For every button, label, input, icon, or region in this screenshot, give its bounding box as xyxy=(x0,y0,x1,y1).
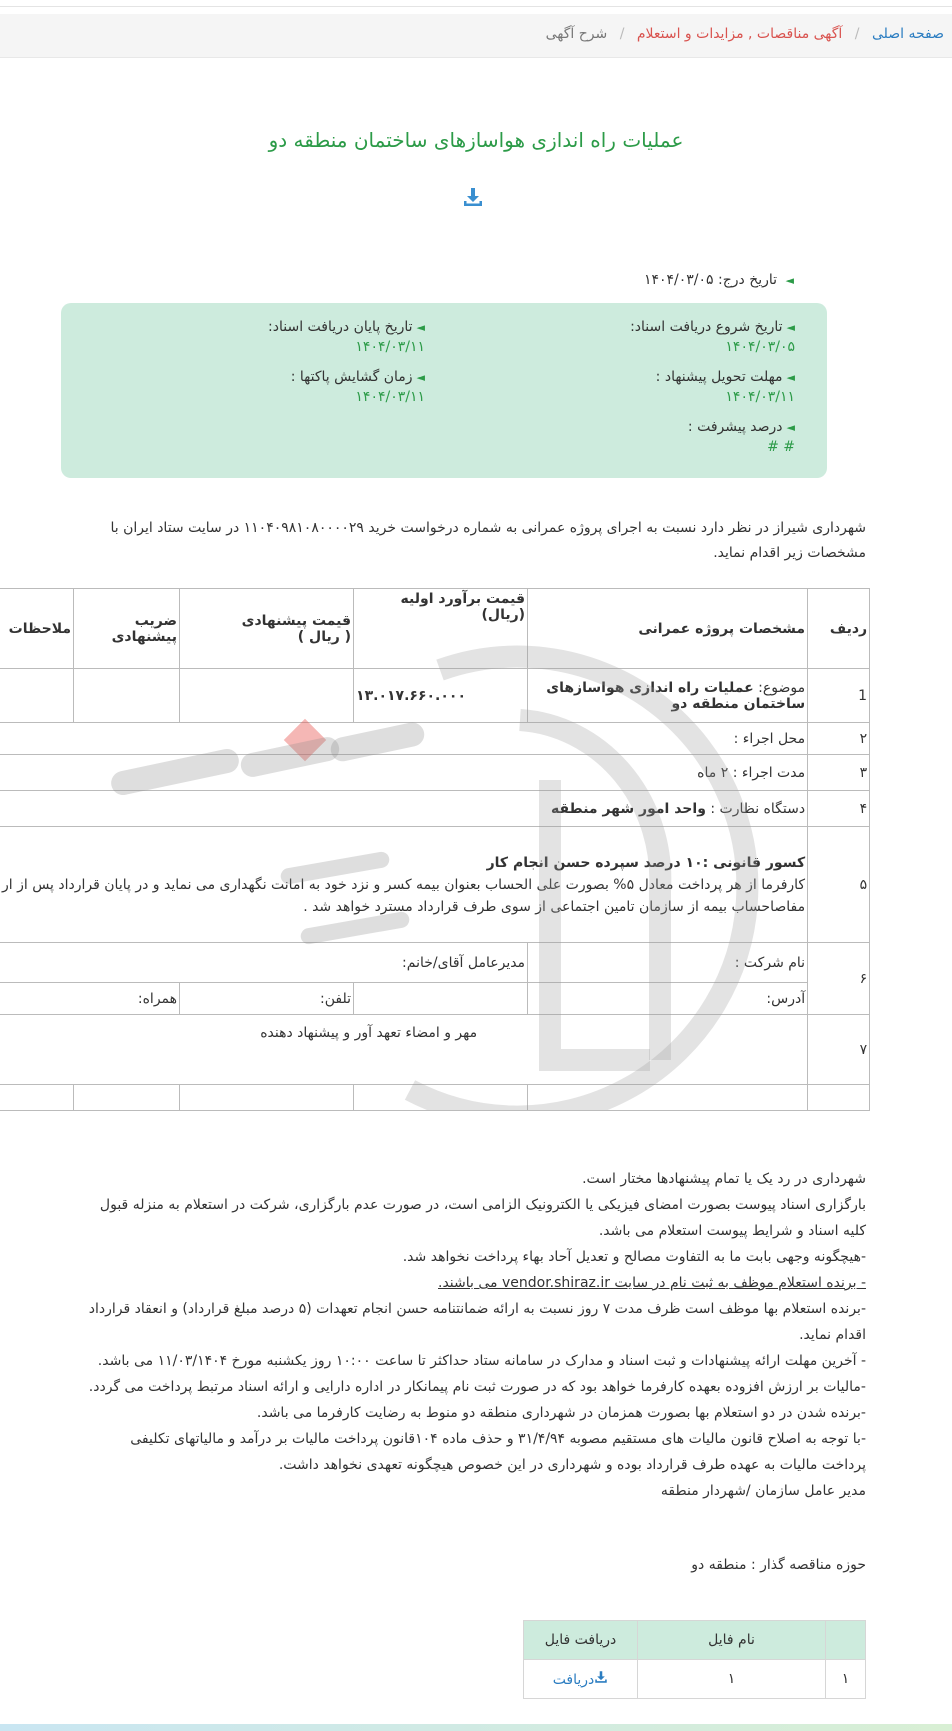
deductions-line: کارفرما از هر پرداخت معادل ۵% بصورت علی الحساب بعنوان بیمه کسر و نزد خود به امانت نگهداری می نماید و در پایان قرارداد پس از ار xyxy=(2,876,806,893)
file-download-label: دریافت xyxy=(552,1672,595,1688)
deductions-line: مفاصاحساب بیمه از سازمان تامین اجتماعی از سوی طرف قرارداد مسترد خواهد شد . xyxy=(303,898,806,915)
signature-cell: مهر و امضاء تعهد آور و پیشنهاد دهنده xyxy=(0,1015,808,1085)
phone-cell: تلفن: xyxy=(180,983,354,1015)
breadcrumb-separator: / xyxy=(854,26,860,42)
progress-label: درصد پیشرفت : xyxy=(687,419,783,435)
start-date-value: ۱۴۰۴/۰۳/۰۵ xyxy=(725,339,795,355)
table-header-row xyxy=(0,589,870,669)
row-duration: مدت اجراء : ۲ ماه xyxy=(0,755,808,791)
triangle-bullet-icon: ◄ xyxy=(786,371,795,384)
download-icon xyxy=(594,1670,608,1684)
triangle-bullet-icon: ◄ xyxy=(416,321,425,334)
table-row xyxy=(0,827,870,943)
file-name: ۱ xyxy=(638,1660,826,1699)
progress-value: # # xyxy=(767,439,795,455)
triangle-bullet-icon: ◄ xyxy=(786,421,795,434)
row-estimate-price: ۱۳.۰۱۷.۶۶۰.۰۰۰ xyxy=(354,669,528,723)
company-name-cell: نام شرکت : xyxy=(528,943,808,983)
empty-cell xyxy=(354,1085,528,1111)
address-cell: آدرس: xyxy=(528,983,808,1015)
subject-value: عملیات راه اندازی هواسازهای ساختمان منطقه دو xyxy=(546,679,806,712)
table-row xyxy=(0,755,870,791)
empty-cell xyxy=(808,1085,870,1111)
files-header-name: نام فایل xyxy=(638,1621,826,1660)
info-box xyxy=(61,303,827,478)
download-icon[interactable] xyxy=(462,186,484,208)
manager-cell: مدیرعامل آقای/خانم: xyxy=(0,943,528,983)
triangle-bullet-icon: ◄ xyxy=(786,321,795,334)
row-number: ۲ xyxy=(808,723,870,755)
deadline-label: مهلت تحویل پیشنهاد : xyxy=(655,369,783,385)
row-number: ۶ xyxy=(808,943,870,1015)
note-line-vendor-link[interactable]: - برنده استعلام موظف به ثبت نام در سایت vendor.shiraz.ir می باشند. xyxy=(438,1275,866,1291)
row-location: محل اجراء : xyxy=(0,723,808,755)
breadcrumb-category-link[interactable]: آگهی مناقصات , مزایدات و استعلام xyxy=(636,26,843,42)
empty-cell xyxy=(180,1085,354,1111)
header-spec: مشخصات پروژه عمرانی xyxy=(528,589,808,669)
files-header-num xyxy=(826,1621,866,1660)
header-estimate: قیمت برآورد اولیه (ریال) xyxy=(354,589,528,669)
triangle-bullet-icon: ◄ xyxy=(785,274,794,287)
deadline-value: ۱۴۰۴/۰۳/۱۱ xyxy=(725,389,795,405)
table-row xyxy=(0,1085,870,1111)
row-subject xyxy=(528,669,808,723)
empty-cell xyxy=(0,1085,74,1111)
breadcrumb-separator: / xyxy=(619,26,625,42)
table-row xyxy=(0,983,870,1015)
table-row xyxy=(0,1015,870,1085)
note-line: - آخرین مهلت ارائه پیشنهادات و ثبت اسناد و مدارک در سامانه ستاد حداکثر تا ساعت ۱۰:۰۰ روز یکشنبه مورخ ۱۱/۰۳/۱۴۰۴ می باشد. xyxy=(97,1353,866,1369)
intro-paragraph: شهرداری شیراز در نظر دارد نسبت به اجرای پروژه عمرانی به شماره درخواست خرید ۱۱۰۴۰۹۸۱۰۸۰۰۰۰۲۹ در سایت ستاد ایران با مشخصات زیر اقدام نماید. xyxy=(110,520,866,561)
file-download-link[interactable] xyxy=(553,1672,609,1688)
start-date-label: تاریخ شروع دریافت اسناد: xyxy=(630,319,783,335)
notes-section xyxy=(86,1166,866,1504)
empty-cell xyxy=(74,669,180,723)
opening-date xyxy=(291,369,425,405)
row-deductions xyxy=(0,827,808,943)
page-title: عملیات راه اندازی هواسازهای ساختمان منطقه دو xyxy=(268,128,684,152)
files-header-download: دریافت فایل xyxy=(524,1621,638,1660)
opening-value: ۱۴۰۴/۰۳/۱۱ xyxy=(355,389,425,405)
breadcrumb-home-link[interactable]: صفحه اصلی xyxy=(871,26,944,42)
table-row xyxy=(0,943,870,983)
project-table xyxy=(0,588,870,1111)
tender-zone: حوزه مناقصه گذار : منطقه دو xyxy=(691,1557,866,1573)
top-border xyxy=(0,0,952,7)
header-row-num: ردیف xyxy=(808,589,870,669)
note-line: -هیچگونه وجهی بابت ما به التفاوت مصالح و تعدیل آحاد بهاء پرداخت نخواهد شد. xyxy=(402,1249,866,1265)
note-line: بارگزاری اسناد پیوست بصورت امضای فیزیکی یا الکترونیک الزامی است، در صورت عدم بارگزاری، شرکت در استعلام به منزله قبول کلیه اسناد و شرایط پیوست استعلام می باشد. xyxy=(99,1197,866,1239)
signature-line: مدیر عامل سازمان /شهردار منطقه xyxy=(660,1483,866,1499)
empty-cell xyxy=(180,669,354,723)
row-number: ۳ xyxy=(808,755,870,791)
files-header-row xyxy=(524,1621,866,1660)
row-number: ۷ xyxy=(808,1015,870,1085)
table-row xyxy=(0,669,870,723)
footer-bar xyxy=(0,1724,952,1731)
file-download-cell xyxy=(524,1660,638,1699)
breadcrumb xyxy=(0,14,952,58)
row-number: ۵ xyxy=(808,827,870,943)
end-date-value: ۱۴۰۴/۰۳/۱۱ xyxy=(355,339,425,355)
note-line: -مالیات بر ارزش افزوده بعهده کارفرما خواهد بود که در صورت ثبت نام پیمانکار در اداره دارایی و ارائه اسناد مرتبط پرداخت می گردد. xyxy=(88,1379,866,1395)
table-row xyxy=(524,1660,866,1699)
end-date-label: تاریخ پایان دریافت اسناد: xyxy=(268,319,413,335)
header-offer-price: قیمت پیشنهادی ( ریال ) xyxy=(180,589,354,669)
header-notes: ملاحظات xyxy=(0,589,74,669)
subject-label: موضوع: xyxy=(753,679,806,696)
deductions-title: کسور قانونی :۱۰ درصد سپرده حسن انجام کار xyxy=(486,854,806,871)
start-date xyxy=(630,319,795,355)
note-line: -برنده شدن در دو استعلام بها بصورت همزمان در شهرداری منطقه دو منوط به رضایت کارفرما می باشد. xyxy=(256,1405,866,1421)
file-row-num: ۱ xyxy=(826,1660,866,1699)
mobile-cell: همراه: xyxy=(0,983,180,1015)
note-line: -با توجه به اصلاح قانون مالیات های مستقیم مصوبه ۳۱/۴/۹۴ و حذف ماده ۱۰۴قانون پرداخت مالیات بر درآمد و مالیاتهای تکلیفی پرداخت مالیات به عهده طرف قرارداد بوده و شهرداری در این خصوص هیچگونه تعهدی نخواهد داشت. xyxy=(130,1431,866,1473)
empty-cell xyxy=(354,983,528,1015)
empty-cell xyxy=(0,669,74,723)
table-row xyxy=(0,723,870,755)
supervision-value: واحد امور شهر منطقه xyxy=(550,800,706,817)
insert-date-label: تاریخ درج: xyxy=(718,272,778,288)
opening-label: زمان گشایش پاکتها : xyxy=(290,369,413,385)
breadcrumb-current: شرح آگهی xyxy=(545,26,608,42)
triangle-bullet-icon: ◄ xyxy=(416,371,425,384)
supervision-label: دستگاه نظارت : xyxy=(705,800,806,817)
table-row xyxy=(0,791,870,827)
note-line: -برنده استعلام بها موظف است ظرف مدت ۷ روز نسبت به ارائه ضمانتنامه حسن انجام تعهدات (۵ درصد مبلغ قرارداد) و انعقاد قرارداد اقدام نماید. xyxy=(88,1301,866,1343)
files-table xyxy=(523,1620,866,1699)
insert-date-value: ۱۴۰۴/۰۳/۰۵ xyxy=(643,272,714,288)
row-number: ۴ xyxy=(808,791,870,827)
end-date xyxy=(268,319,425,355)
row-supervision xyxy=(0,791,808,827)
insert-date xyxy=(644,272,794,288)
deadline-date xyxy=(656,369,795,405)
empty-cell xyxy=(74,1085,180,1111)
empty-cell xyxy=(528,1085,808,1111)
row-number: 1 xyxy=(808,669,870,723)
note-line: شهرداری در رد یک یا تمام پیشنهادها مختار است. xyxy=(582,1171,866,1187)
progress xyxy=(688,419,795,455)
header-coefficient: ضریب پیشنهادی xyxy=(74,589,180,669)
